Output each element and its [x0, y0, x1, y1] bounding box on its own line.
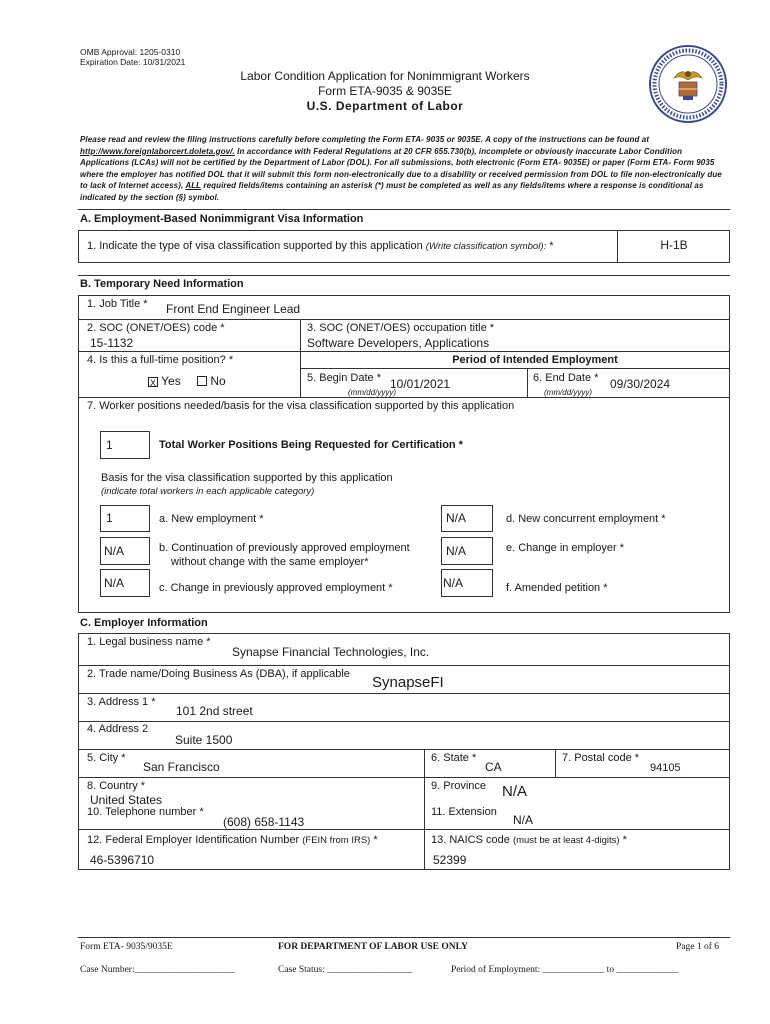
period-heading: Period of Intended Employment	[452, 354, 618, 366]
change-employer-label: e. Change in employer *	[506, 542, 625, 554]
state-label: 6. State *	[431, 752, 477, 764]
address2-field[interactable]: Suite 1500	[175, 733, 233, 747]
basis-hint: (indicate total workers in each applicable category)	[101, 486, 315, 497]
total-positions-label: Total Worker Positions Being Requested for Certification *	[159, 439, 463, 451]
end-date-label: 6. End Date *	[533, 372, 599, 384]
agency-name: U.S. Department of Labor	[306, 99, 464, 113]
address2-label: 4. Address 2	[87, 723, 149, 735]
new-employment-label: a. New employment *	[159, 513, 264, 525]
form-number: Form ETA-9035 & 9035E	[318, 84, 452, 98]
dba-field[interactable]: SynapseFI	[372, 674, 444, 691]
yes-checkbox[interactable]: X	[149, 378, 156, 388]
telephone-field[interactable]: (608) 658-1143	[223, 815, 305, 829]
extension-label: 11. Extension	[431, 806, 497, 818]
new-employment-field: 1	[106, 511, 113, 525]
expiration-date: Expiration Date: 10/31/2021	[80, 57, 186, 67]
instructions-link[interactable]: http://www.foreignlaborcert.doleta.gov/.	[80, 146, 235, 156]
soc-code-field[interactable]: 15-1132	[90, 336, 134, 350]
legal-name-field[interactable]: Synapse Financial Technologies, Inc.	[232, 645, 430, 659]
address1-field[interactable]: 101 2nd street	[176, 704, 253, 718]
footer-form-id: Form ETA- 9035/9035E	[80, 942, 173, 952]
basis-label: Basis for the visa classification supported by this application	[101, 472, 393, 484]
job-title-label: 1. Job Title *	[87, 298, 148, 310]
province-field[interactable]: N/A	[502, 783, 528, 800]
continuation-label-2: without change with the same employer*	[171, 556, 369, 568]
footer-period: Period of Employment: _____________ to _____________	[451, 965, 679, 975]
continuation-field: N/A	[104, 544, 125, 558]
no-checkbox[interactable]	[197, 376, 207, 386]
city-field[interactable]: San Francisco	[143, 760, 220, 774]
legal-name-label: 1. Legal business name *	[87, 636, 211, 648]
naics-field[interactable]: 52399	[433, 853, 467, 867]
footer-case-number: Case Number:_____________________	[80, 965, 235, 975]
change-approved-label: c. Change in previously approved employment *	[159, 582, 393, 594]
visa-class-field[interactable]: H-1B	[660, 238, 688, 252]
dba-label: 2. Trade name/Doing Business As (DBA), if applicable	[87, 668, 350, 680]
continuation-label-1: b. Continuation of previously approved employment	[159, 542, 410, 554]
country-label: 8. Country *	[87, 780, 146, 792]
postal-code-label: 7. Postal code *	[562, 752, 640, 764]
extension-field[interactable]: N/A	[513, 813, 534, 827]
yes-label: Yes	[161, 374, 181, 388]
fulltime-no-option[interactable]	[197, 374, 226, 388]
telephone-label: 10. Telephone number *	[87, 806, 204, 818]
dol-seal-icon	[648, 44, 728, 124]
naics-label: 13. NAICS code (must be at least 4-digits) *	[431, 834, 627, 846]
amended-petition-field: N/A	[443, 576, 464, 590]
postal-code-field[interactable]: 94105	[650, 762, 681, 774]
omb-approval: OMB Approval: 1205-0310	[80, 47, 181, 57]
concurrent-employment-field: N/A	[446, 511, 467, 525]
begin-date-label: 5. Begin Date *	[307, 372, 381, 384]
country-field[interactable]: United States	[90, 793, 163, 807]
footer-page-number: Page 1 of 6	[676, 942, 720, 952]
job-title-field[interactable]: Front End Engineer Lead	[166, 302, 301, 316]
begin-date-field[interactable]: 10/01/2021	[390, 377, 451, 391]
section-b-heading: B. Temporary Need Information	[80, 278, 244, 290]
fein-field[interactable]: 46-5396710	[90, 853, 155, 867]
city-label: 5. City *	[87, 752, 126, 764]
total-positions-field: 1	[106, 438, 113, 452]
soc-title-label: 3. SOC (ONET/OES) occupation title *	[307, 322, 495, 334]
no-label: No	[210, 374, 226, 388]
begin-date-hint: (mm/dd/yyyy)	[348, 388, 396, 397]
amended-petition-label: f. Amended petition *	[506, 582, 608, 594]
section-a-heading: A. Employment-Based Nonimmigrant Visa Information	[80, 213, 364, 225]
fulltime-yes-option[interactable]	[148, 374, 181, 388]
section-c-heading: C. Employer Information	[80, 617, 208, 629]
worker-positions-label: 7. Worker positions needed/basis for the visa classification supported by this application	[87, 400, 515, 412]
end-date-hint: (mm/dd/yyyy)	[544, 388, 592, 397]
province-label: 9. Province	[431, 780, 487, 792]
concurrent-employment-label: d. New concurrent employment *	[506, 513, 666, 525]
fein-label: 12. Federal Employer Identification Number (FEIN from IRS) *	[87, 834, 378, 846]
change-employer-field: N/A	[446, 544, 467, 558]
soc-title-field[interactable]: Software Developers, Applications	[307, 336, 490, 350]
change-approved-field: N/A	[104, 576, 125, 590]
fulltime-label: 4. Is this a full-time position? *	[87, 354, 234, 366]
filing-instructions: Please read and review the filing instructions carefully before completing the Form ETA- 9035 or 9035E. A copy of the instructions can be found at http://www.foreignlaborcert.doleta.gov/. In accordance with Federal Regulations at 20 CFR 655.730(b), incomplete or obviously inaccurate Labor Condition Applications (LCAs) will not be certified by the Department of Labor (DOL). For all submissions, both electronic (Form ETA- 9035E) or paper (Form ETA- Form 9035 where the employer has notified DOL that it will submit this form non-electronically due to a disability or received permission from DOL to file non-electronically due to lack of Internet access), ALL required fields/items containing an asterisk (*) must be completed as well as any fields/items where a response is conditional as indicated by the section (§) symbol.	[80, 135, 722, 202]
footer-dol-use: FOR DEPARTMENT OF LABOR USE ONLY	[278, 942, 468, 952]
state-field[interactable]: CA	[485, 760, 502, 774]
form-title: Labor Condition Application for Nonimmigrant Workers	[240, 69, 530, 83]
soc-code-label: 2. SOC (ONET/OES) code *	[87, 322, 225, 334]
visa-class-label: 1. Indicate the type of visa classification supported by this application (Write classification symbol): *	[87, 240, 554, 252]
footer-case-status: Case Status: __________________	[278, 965, 413, 975]
address1-label: 3. Address 1 *	[87, 696, 156, 708]
end-date-field[interactable]: 09/30/2024	[610, 377, 671, 391]
